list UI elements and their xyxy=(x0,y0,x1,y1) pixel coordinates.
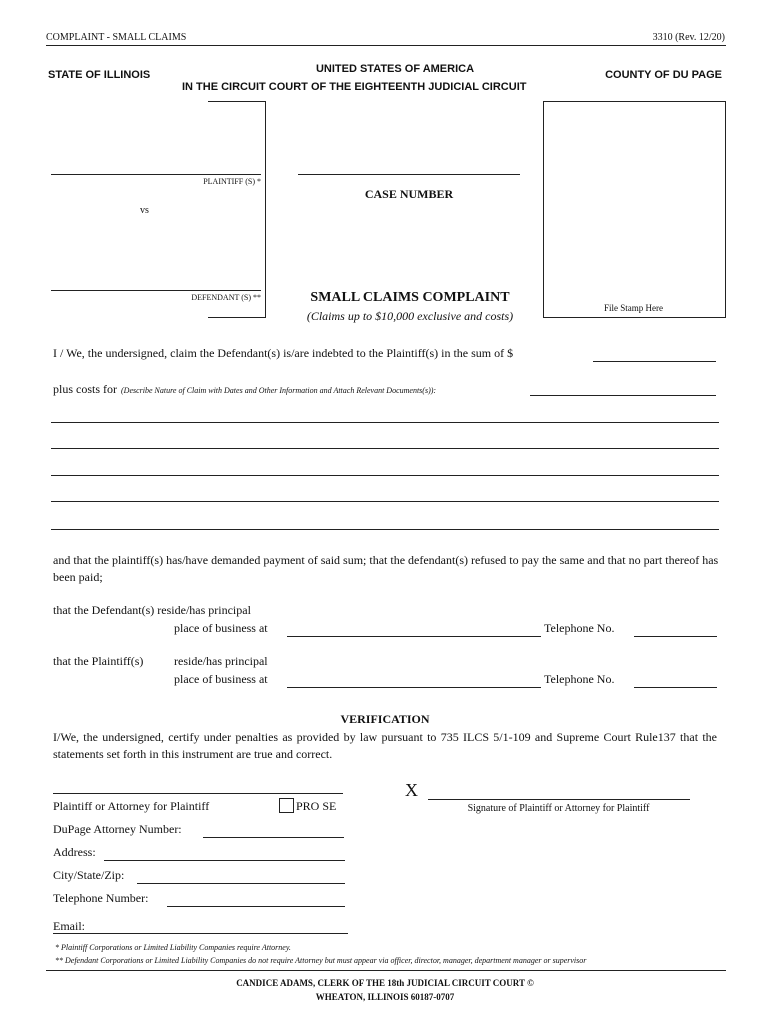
plaintiff-address-field[interactable] xyxy=(287,671,541,688)
signature-field[interactable] xyxy=(428,783,690,800)
telephone-number-field[interactable] xyxy=(167,890,345,907)
vs-label: vs xyxy=(140,205,149,216)
claim-description-line-3[interactable] xyxy=(51,459,719,476)
plaintiff-reside-label: reside/has principal xyxy=(174,654,268,668)
costs-prefix: plus costs for xyxy=(53,382,117,396)
claim-description-line-5[interactable] xyxy=(51,513,719,530)
costs-hint: (Describe Nature of Claim with Dates and Other Information and Attach Relevant Documents(s)): xyxy=(121,386,437,395)
bracket-side xyxy=(265,101,266,317)
court-label: IN THE CIRCUIT COURT OF THE EIGHTEENTH JUDICIAL CIRCUIT xyxy=(182,81,527,93)
plaintiff-label: PLAINTIFF (S) * xyxy=(203,177,261,186)
claim-description-line-4[interactable] xyxy=(51,485,719,502)
plaintiff-attorney-label: Plaintiff or Attorney for Plaintiff xyxy=(53,799,210,813)
file-stamp-label: File Stamp Here xyxy=(604,303,663,313)
footer-rule xyxy=(46,970,726,971)
defendant-telephone-label: Telephone No. xyxy=(544,621,615,635)
email-field[interactable] xyxy=(53,918,348,934)
pro-se-label: PRO SE xyxy=(296,799,337,813)
file-stamp-box xyxy=(543,101,726,318)
complaint-subtitle: (Claims up to $10,000 exclusive and costs) xyxy=(306,309,514,323)
demand-text: and that the plaintiff(s) has/have demanded payment of said sum; that the defendant(s) refused to pay the same and that no part thereof has been paid; xyxy=(53,553,719,584)
plaintiff-attorney-name-field[interactable] xyxy=(53,777,343,794)
plaintiff-telephone-label: Telephone No. xyxy=(544,672,615,686)
country-label: UNITED STATES OF AMERICA xyxy=(315,63,475,75)
footnote-defendant: ** Defendant Corporations or Limited Liability Companies do not require Attorney but must appear via officer, director, manager, department manager or supervisor xyxy=(55,956,587,965)
complaint-title: SMALL CLAIMS COMPLAINT xyxy=(310,290,510,305)
pro-se-checkbox[interactable] xyxy=(279,798,294,813)
claim-description-line-1[interactable] xyxy=(51,406,719,423)
plaintiff-telephone-field[interactable] xyxy=(634,671,717,688)
signature-label: Signature of Plaintiff or Attorney for Plaintiff xyxy=(467,803,650,814)
header-rule xyxy=(46,45,726,46)
plaintiff-residence-intro: that the Plaintiff(s) xyxy=(53,654,144,668)
attorney-number-label: DuPage Attorney Number: xyxy=(53,822,182,836)
verification-heading: VERIFICATION xyxy=(340,712,430,726)
defendant-label: DEFENDANT (S) ** xyxy=(191,293,261,302)
plaintiff-name-field[interactable] xyxy=(51,158,261,175)
bracket-top xyxy=(208,101,266,102)
clerk-footer: CANDICE ADAMS, CLERK OF THE 18th JUDICIAL CIRCUIT COURT © xyxy=(236,978,534,988)
attorney-number-field[interactable] xyxy=(203,821,344,838)
defendant-place-label: place of business at xyxy=(174,621,268,635)
case-number-label: CASE NUMBER xyxy=(364,187,454,201)
bracket-bottom xyxy=(208,317,266,318)
signature-x-mark: X xyxy=(405,780,418,800)
footnote-plaintiff: * Plaintiff Corporations or Limited Liability Companies require Attorney. xyxy=(55,943,291,952)
address-label: Address: xyxy=(53,845,96,859)
claim-amount-field[interactable] xyxy=(593,345,716,362)
defendant-name-field[interactable] xyxy=(51,274,261,291)
telephone-number-label: Telephone Number: xyxy=(53,891,149,905)
costs-description-field-0[interactable] xyxy=(530,379,716,396)
city-state-zip-label: City/State/Zip: xyxy=(53,868,125,882)
form-number: 3310 (Rev. 12/20) xyxy=(652,32,725,43)
plaintiff-place-label: place of business at xyxy=(174,672,268,686)
state-label: STATE OF ILLINOIS xyxy=(48,69,151,81)
address-field[interactable] xyxy=(104,844,345,861)
city-footer: WHEATON, ILLINOIS 60187-0707 xyxy=(315,992,455,1002)
case-number-field[interactable] xyxy=(298,158,520,175)
form-title: COMPLAINT - SMALL CLAIMS xyxy=(46,32,187,43)
claim-sum-text: I / We, the undersigned, claim the Defendant(s) is/are indebted to the Plaintiff(s) in the sum of $ xyxy=(53,346,514,360)
email-label: Email: xyxy=(53,919,85,933)
city-state-zip-field[interactable] xyxy=(137,867,345,884)
defendant-address-field[interactable] xyxy=(287,620,541,637)
defendant-telephone-field[interactable] xyxy=(634,620,717,637)
defendant-residence-intro: that the Defendant(s) reside/has principal xyxy=(53,603,251,617)
county-label: COUNTY OF DU PAGE xyxy=(605,69,722,81)
claim-description-line-2[interactable] xyxy=(51,432,719,449)
verification-text: I/We, the undersigned, certify under penalties as provided by law pursuant to 735 ILCS 5/1-109 and Supreme Court Rule137 that the statements set forth in this instrument are true and correct. xyxy=(53,730,717,761)
costs-line xyxy=(53,380,436,398)
